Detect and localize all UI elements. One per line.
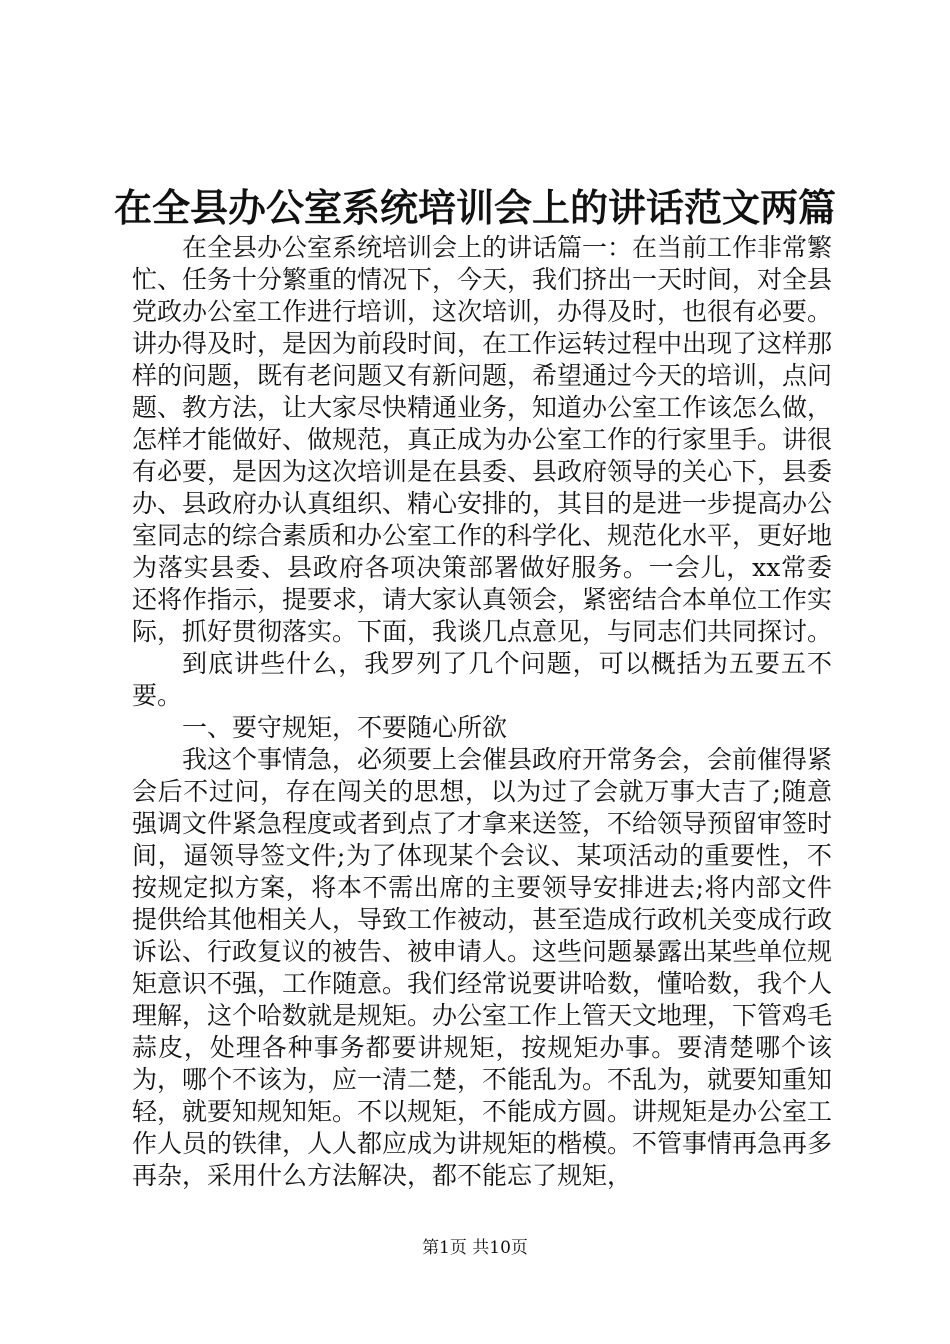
paragraph-section-1: 我这个事情急，必须要上会催县政府开常务会，会前催得紧会后不过问，存在闯关的思想，以为过了会就万事大吉了;随意强调文件紧急程度或者到点了才拿来送签，不给领导预留审签时间，逼领导签文件;为了体现某个会议、某项活动的重要性，不按规定拟方案，将本不需出席的主要领导安排进去;将内部文件提供给其他相关人，导致工作被动，甚至造成行政机关变成行政诉讼、行政复议的被告、被申请人。这些问题暴露出某些单位规矩意识不强，工作随意。我们经常说要讲哈数，懂哈数，我个人理解，这个哈数就是规矩。办公室工作上管天文地理，下管鸡毛蒜皮，处理各种事务都要讲规矩，按规矩办事。要清楚哪个该为，哪个不该为，应一清二楚，不能乱为。不乱为，就要知重知轻，就要知规知矩。不以规矩，不能成方圆。讲规矩是办公室工作人员的铁律，人人都应成为讲规矩的楷模。不管事情再急再多再杂，采用什么方法解决，都不能忘了规矩， bbox=[132, 745, 833, 1190]
paragraph-intro: 在全县办公室系统培训会上的讲话篇一：在当前工作非常繁忙、任务十分繁重的情况下，今天，我们挤出一天时间，对全县党政办公室工作进行培训，这次培训，办得及时，也很有必要。讲办得及时，是因为前段时间，在工作运转过程中出现了这样那样的问题，既有老问题又有新问题，希望通过今天的培训，点问题、教方法，让大家尽快精通业务，知道办公室工作该怎么做，怎样才能做好、做规范，真正成为办公室工作的行家里手。讲很有必要，是因为这次培训是在县委、县政府领导的关心下，县委办、县政府办认真组织、精心安排的，其目的是进一步提高办公室同志的综合素质和办公室工作的科学化、规范化水平，更好地为落实县委、县政府各项决策部署做好服务。一会儿，xx常委还将作指示，提要求，请大家认真领会，紧密结合本单位工作实际，抓好贯彻落实。下面，我谈几点意见，与同志们共同探讨。 bbox=[132, 233, 833, 646]
document-body bbox=[132, 232, 832, 1192]
paragraph-overview: 到底讲些什么，我罗列了几个问题，可以概括为五要五不要。 bbox=[132, 649, 832, 710]
page-footer: 第1页 共10页 bbox=[422, 1238, 528, 1258]
section-heading-1: 一、要守规矩，不要随心所欲 bbox=[182, 713, 508, 742]
document-title: 在全县办公室系统培训会上的讲话范文两篇 bbox=[113, 185, 836, 230]
